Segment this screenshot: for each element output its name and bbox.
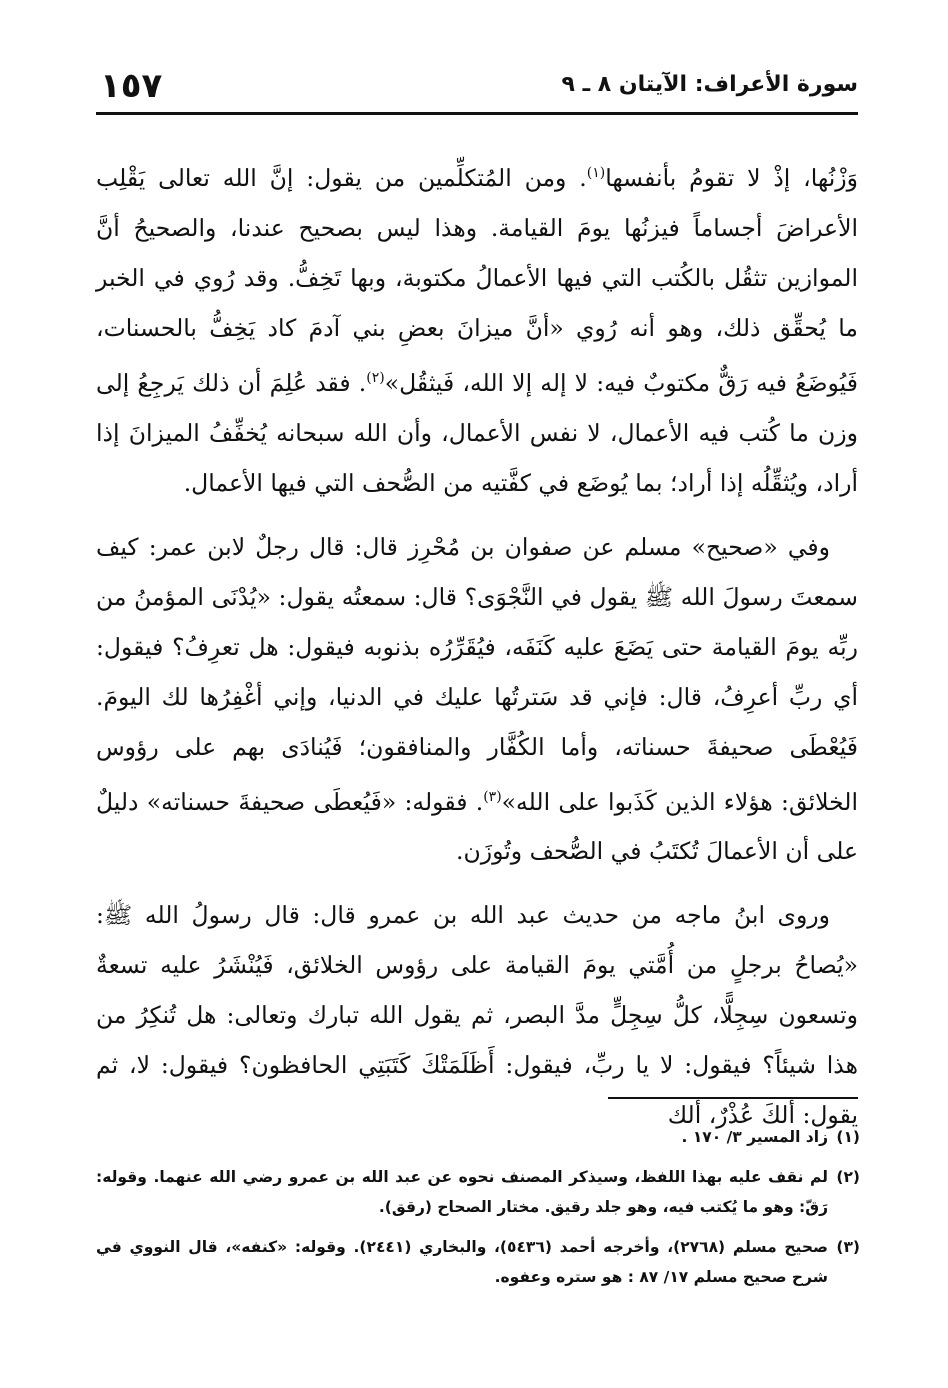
paragraph-1 [96, 148, 858, 508]
footnote-text: لم نقف عليه بهذا اللفظ، وسيذكر المصنف نحوه عن عبد الله بن عمرو رضي الله عنهما. وقوله: رَقّ: وهو ما يُكتب فيه، وهو جلد رقيق. مختار الصحاح (رقق). [96, 1168, 828, 1216]
footnote-2 [96, 1162, 860, 1222]
paragraph-2 [96, 522, 858, 877]
footnote-ref-3: (٣) [483, 788, 502, 805]
footnote-number: (٢) [836, 1168, 860, 1186]
footnote-text: صحيح مسلم (٢٧٦٨)، وأخرجه أحمد (٥٤٣٦)، والبخاري (٢٤٤١). وقوله: «كنفه»، قال النووي في شرح صحيح مسلم ١٧/ ٨٧ : هو ستره وعفوه. [96, 1238, 829, 1286]
footnote-number: (١) [836, 1128, 860, 1146]
paragraph-3-text: وروى ابنُ ماجه من حديث عبد الله بن عمرو قال: قال رسولُ الله ﷺ: «يُصاحُ برجلٍ من أُمَّتي يومَ القيامة على رؤوس الخلائق، فَيُنْشَرُ عليه تسعةٌ وتسعون سِجِلًّا، كلُّ سِجِلٍّ مدَّ البصر، ثم يقول الله تبارك وتعالى: هل تُنكِرُ من هذا شيئاً؟ فيقول: لا يا ربِّ، فيقول: أَظَلَمَتْكَ كَتَبَتِي الحافظون؟ فيقول: لا، ثم يقول: ألكَ عُذْرٌ، ألك [96, 901, 858, 1130]
page-header [96, 64, 858, 115]
main-text [96, 148, 858, 1140]
paragraph-2-text-b: . فقوله: «فَيُعطَى صحيفةَ حسناته» دليلٌ على أن الأعمالَ تُكتَبُ في الصُّحف وتُوزَن. [96, 787, 858, 866]
footnote-ref-1: (١) [586, 165, 606, 181]
footnote-ref-2: (٢) [366, 369, 385, 386]
paragraph-1-text-b: . ومن المُتكلِّمين من يقول: إنَّ الله تعالى يَقْلِب الأعراضَ أجساماً فيزنُها يومَ القيامة. وهذا ليس بصحيح عندنا، والصحيحُ أنَّ الموازين تثقُل بالكُتب التي فيها الأعمالُ مكتوبة، وبها تَخِفُّ. وقد رُوي في الخبر ما يُحقِّق ذلك، وهو أنه رُوي «أنَّ ميزانَ بعضِ بني آدمَ كاد يَخِفُّ بالحسنات، فَيُوضَعُ فيه رَقٌّ مكتوبٌ فيه: لا إله إلا الله، فَيثقُل» [96, 163, 858, 397]
paragraph-1-text-a: وَزْنُها، إذْ لا تقومُ بأنفسها [605, 163, 858, 192]
running-title: سورة الأعراف: الآيتان ٨ ـ ٩ [561, 72, 858, 97]
footnote-number: (٣) [836, 1238, 860, 1256]
footnote-text: زاد المسير ٣/ ١٧٠ . [681, 1128, 828, 1146]
footnote-3 [96, 1232, 860, 1292]
footnote-1 [96, 1122, 860, 1152]
paragraph-1-text-c: . فقد عُلِمَ أن ذلك يَرجِعُ إلى وزن ما كُتب فيه الأعمال، لا نفس الأعمال، وأن الله سبحانه يُخفِّفُ الميزانَ إذا أراد، ويُثقِّلُه إذا أراد؛ بما يُوضَع في كفَّتيه من الصُّحف التي فيها الأعمال. [96, 368, 858, 497]
page-number: ١٥٧ [100, 66, 163, 106]
footnote-separator [608, 1097, 858, 1099]
footnotes [96, 1122, 860, 1302]
paragraph-3 [96, 890, 858, 1140]
paragraph-2-text-a: وفي «صحيح» مسلم عن صفوان بن مُحْرِز قال: قال رجلٌ لابن عمر: كيف سمعتَ رسولَ الله ﷺ يقول في النَّجْوَى؟ قال: سمعتُه يقول: «يُدْنَى المؤمنُ من ربِّه يومَ القيامة حتى يَضَعَ عليه كَنَفَه، فيُقَرِّرُه بذنوبه فيقول: هل تعرِفُ؟ فيقول: أي ربِّ أعرِفُ، قال: فإني قد سَترتُها عليك في الدنيا، وإني أغْفِرُها لك اليومَ. فَيُعْطَى صحيفةَ حسناته، وأما الكُفَّار والمنافقون؛ فَيُنادَى بهم على رؤوس الخلائق: هؤلاء الذين كَذَبوا على الله» [96, 532, 858, 816]
